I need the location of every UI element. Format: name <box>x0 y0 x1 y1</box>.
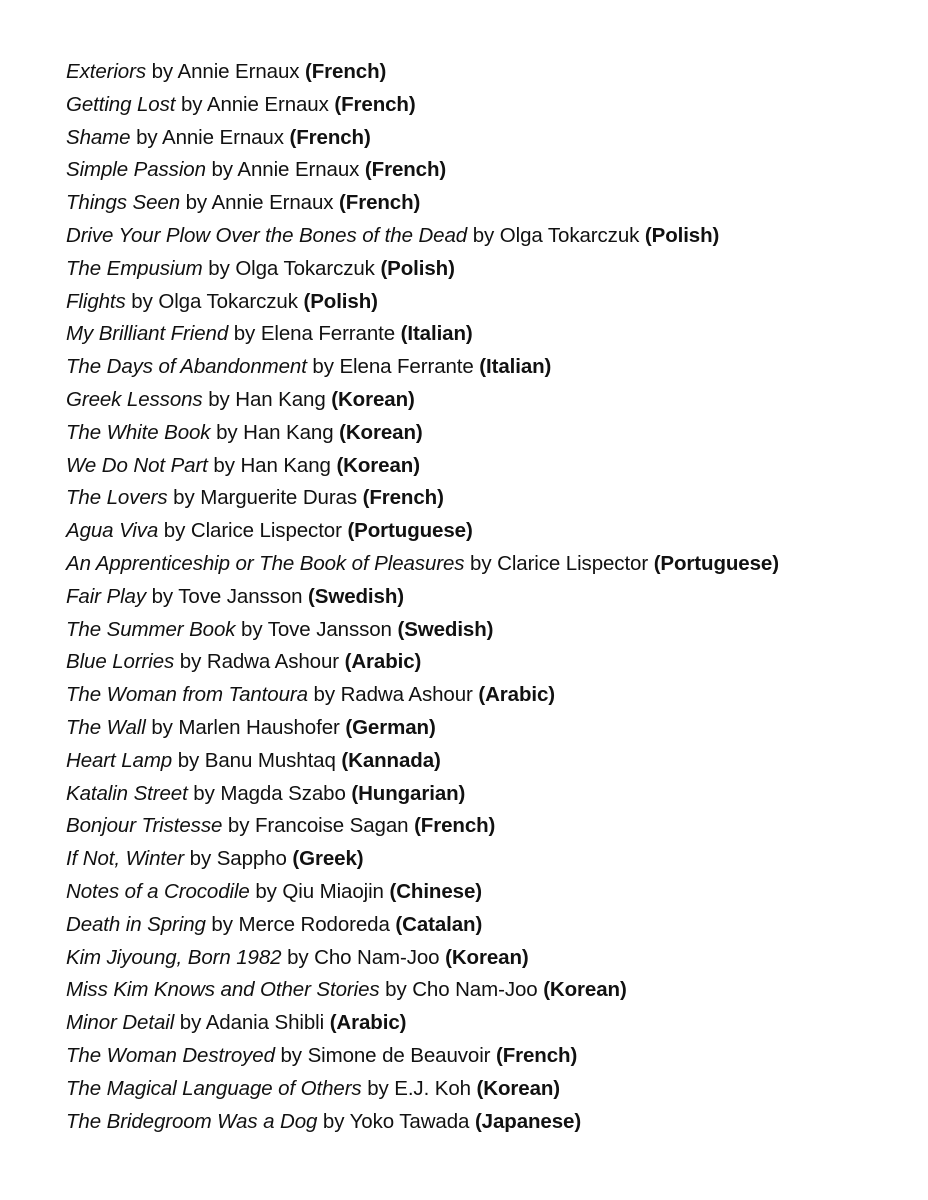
book-language: (French) <box>289 125 371 149</box>
book-title: My Brilliant Friend <box>66 322 229 346</box>
book-author: Yoko Tawada <box>349 1109 470 1133</box>
book-author: Clarice Lispector <box>190 519 342 543</box>
book-list-item <box>66 1073 916 1106</box>
book-author: Magda Szabo <box>220 781 346 805</box>
book-list-item <box>66 253 916 286</box>
book-language: (French) <box>334 92 416 116</box>
book-list-item <box>66 384 916 417</box>
book-language: (Korean) <box>476 1076 561 1100</box>
book-language: (Arabic) <box>329 1011 407 1035</box>
book-title: The White Book <box>66 420 211 444</box>
book-author: Han Kang <box>235 387 326 411</box>
book-title: Simple Passion <box>66 158 206 182</box>
book-author: Annie Ernaux <box>162 125 284 149</box>
book-author: Marguerite Duras <box>200 486 357 510</box>
book-author: Tove Jansson <box>267 617 392 641</box>
book-title: Exteriors <box>66 60 146 83</box>
book-list-item <box>66 89 916 122</box>
book-language: (Arabic) <box>344 650 422 674</box>
book-by-word: by <box>173 486 195 510</box>
book-by-word: by <box>151 715 173 739</box>
book-language: (Italian) <box>400 322 473 346</box>
book-language: (Polish) <box>380 256 455 280</box>
book-by-word: by <box>179 650 202 674</box>
book-list-item <box>66 679 916 712</box>
book-title: Katalin Street <box>66 781 188 805</box>
book-language: (Chinese) <box>389 879 482 903</box>
book-list <box>66 56 916 1138</box>
book-language: (French) <box>364 158 447 182</box>
book-by-word: by <box>185 191 208 215</box>
book-author: Annie Ernaux <box>211 191 334 215</box>
book-by-word: by <box>211 912 233 936</box>
book-by-word: by <box>211 158 233 182</box>
book-language: (Hungarian) <box>351 781 466 805</box>
book-author: Adania Shibli <box>205 1011 325 1035</box>
book-title: The Woman from Tantoura <box>66 683 308 707</box>
book-list-item <box>66 548 916 581</box>
book-title: Bonjour Tristesse <box>66 814 223 838</box>
book-by-word: by <box>163 519 186 543</box>
book-title: Kim Jiyoung, Born 1982 <box>66 945 282 969</box>
book-author: Han Kang <box>240 453 331 477</box>
book-language: (Swedish) <box>308 584 404 608</box>
book-language: (German) <box>345 715 436 739</box>
book-author: Francoise Sagan <box>254 814 409 838</box>
book-language: (French) <box>305 60 387 83</box>
book-list-item <box>66 56 916 89</box>
book-by-word: by <box>233 322 256 346</box>
book-author: Marlen Haushofer <box>178 715 340 739</box>
book-by-word: by <box>255 879 277 903</box>
book-list-item <box>66 974 916 1007</box>
book-list-item <box>66 1106 916 1139</box>
book-by-word: by <box>189 847 212 871</box>
book-language: (Korean) <box>339 420 423 444</box>
book-title: Greek Lessons <box>66 387 203 411</box>
book-list-item <box>66 745 916 778</box>
book-by-word: by <box>385 978 407 1002</box>
book-by-word: by <box>312 355 334 379</box>
book-language: (French) <box>362 486 444 510</box>
book-list-item <box>66 450 916 483</box>
book-title: Blue Lorries <box>66 650 175 674</box>
book-author: Radwa Ashour <box>206 650 339 674</box>
book-language: (Swedish) <box>397 617 494 641</box>
book-by-word: by <box>313 683 335 707</box>
book-list-item <box>66 187 916 220</box>
book-author: Merce Rodoreda <box>238 912 390 936</box>
book-by-word: by <box>216 420 238 444</box>
book-by-word: by <box>213 453 235 477</box>
book-title: If Not, Winter <box>66 847 185 871</box>
book-language: (Korean) <box>336 453 420 477</box>
book-language: (Korean) <box>445 945 529 969</box>
book-title: Death in Spring <box>66 912 206 936</box>
book-list-item <box>66 876 916 909</box>
book-author: Annie Ernaux <box>206 92 329 116</box>
book-by-word: by <box>287 945 309 969</box>
book-by-word: by <box>151 584 174 608</box>
book-by-word: by <box>208 387 230 411</box>
book-title: Heart Lamp <box>66 748 173 772</box>
book-title: The Lovers <box>66 486 168 510</box>
book-list-item <box>66 646 916 679</box>
book-author: Annie Ernaux <box>237 158 360 182</box>
book-author: Qiu Miaojin <box>282 879 384 903</box>
book-title: The Summer Book <box>66 617 236 641</box>
book-list-item <box>66 712 916 745</box>
book-by-word: by <box>180 92 203 116</box>
book-list-item <box>66 351 916 384</box>
book-by-word: by <box>322 1109 345 1133</box>
book-title: An Apprenticeship or The Book of Pleasures <box>66 551 465 575</box>
book-title: Fair Play <box>66 584 146 608</box>
book-author: Sappho <box>216 847 287 871</box>
book-language: (Portuguese) <box>347 519 473 543</box>
book-author: E.J. Koh <box>394 1076 471 1100</box>
book-author: Elena Ferrante <box>339 355 474 379</box>
book-by-word: by <box>227 814 250 838</box>
book-author: Han Kang <box>243 420 334 444</box>
book-language: (Italian) <box>479 355 552 379</box>
book-by-word: by <box>208 256 230 280</box>
book-list-item <box>66 614 916 647</box>
book-list-item <box>66 1040 916 1073</box>
book-list-item <box>66 154 916 187</box>
book-by-word: by <box>179 1011 202 1035</box>
book-list-item <box>66 220 916 253</box>
book-title: The Days of Abandonment <box>66 355 307 379</box>
book-language: (French) <box>414 814 496 838</box>
book-title: Drive Your Plow Over the Bones of the Dead <box>66 223 468 247</box>
book-title: Agua Viva <box>66 519 159 543</box>
book-author: Elena Ferrante <box>260 322 396 346</box>
book-language: (Catalan) <box>395 912 483 936</box>
book-title: The Magical Language of Others <box>66 1076 362 1100</box>
book-author: Radwa Ashour <box>340 683 473 707</box>
book-by-word: by <box>193 781 215 805</box>
book-author: Banu Mushtaq <box>204 748 336 772</box>
book-title: Miss Kim Knows and Other Stories <box>66 978 380 1002</box>
book-author: Olga Tokarczuk <box>235 256 375 280</box>
book-language: (Polish) <box>303 289 378 313</box>
book-author: Cho Nam-Joo <box>314 945 440 969</box>
book-title: Notes of a Crocodile <box>66 879 250 903</box>
book-language: (French) <box>339 191 421 215</box>
book-list-item <box>66 515 916 548</box>
book-title: Getting Lost <box>66 92 176 116</box>
book-author: Olga Tokarczuk <box>158 289 298 313</box>
book-by-word: by <box>280 1043 302 1067</box>
book-list-item <box>66 843 916 876</box>
book-language: (Arabic) <box>478 683 555 707</box>
book-by-word: by <box>136 125 158 149</box>
book-title: The Wall <box>66 715 146 739</box>
book-title: The Bridegroom Was a Dog <box>66 1109 318 1133</box>
book-language: (Japanese) <box>474 1109 582 1133</box>
book-by-word: by <box>151 60 174 83</box>
book-by-word: by <box>472 223 495 247</box>
book-language: (Korean) <box>331 387 415 411</box>
book-by-word: by <box>177 748 200 772</box>
book-author: Simone de Beauvoir <box>307 1043 491 1067</box>
book-by-word: by <box>131 289 153 313</box>
book-list-item <box>66 909 916 942</box>
book-list-item <box>66 581 916 614</box>
book-by-word: by <box>367 1076 389 1100</box>
book-author: Tove Jansson <box>178 584 303 608</box>
book-list-item <box>66 482 916 515</box>
book-author: Clarice Lispector <box>497 551 649 575</box>
book-list-item <box>66 942 916 975</box>
book-language: (Portuguese) <box>653 551 779 575</box>
book-list-item <box>66 778 916 811</box>
book-title: Minor Detail <box>66 1011 175 1035</box>
book-author: Annie Ernaux <box>177 60 300 83</box>
book-by-word: by <box>470 551 492 575</box>
book-language: (Kannada) <box>341 748 441 772</box>
book-title: Flights <box>66 289 126 313</box>
book-title: The Woman Destroyed <box>66 1043 275 1067</box>
book-author: Olga Tokarczuk <box>499 223 640 247</box>
book-title: Shame <box>66 125 131 149</box>
book-language: (French) <box>495 1043 578 1067</box>
book-by-word: by <box>241 617 263 641</box>
book-list-item <box>66 417 916 450</box>
book-list-item <box>66 318 916 351</box>
book-list-item <box>66 1007 916 1040</box>
book-title: Things Seen <box>66 191 181 215</box>
book-title: We Do Not Part <box>66 453 208 477</box>
book-title: The Empusium <box>66 256 203 280</box>
book-list-item <box>66 286 916 319</box>
book-list-item <box>66 122 916 155</box>
book-language: (Greek) <box>292 847 364 871</box>
book-list-item <box>66 810 916 843</box>
book-language: (Polish) <box>644 223 720 247</box>
book-author: Cho Nam-Joo <box>412 978 538 1002</box>
book-language: (Korean) <box>543 978 627 1002</box>
